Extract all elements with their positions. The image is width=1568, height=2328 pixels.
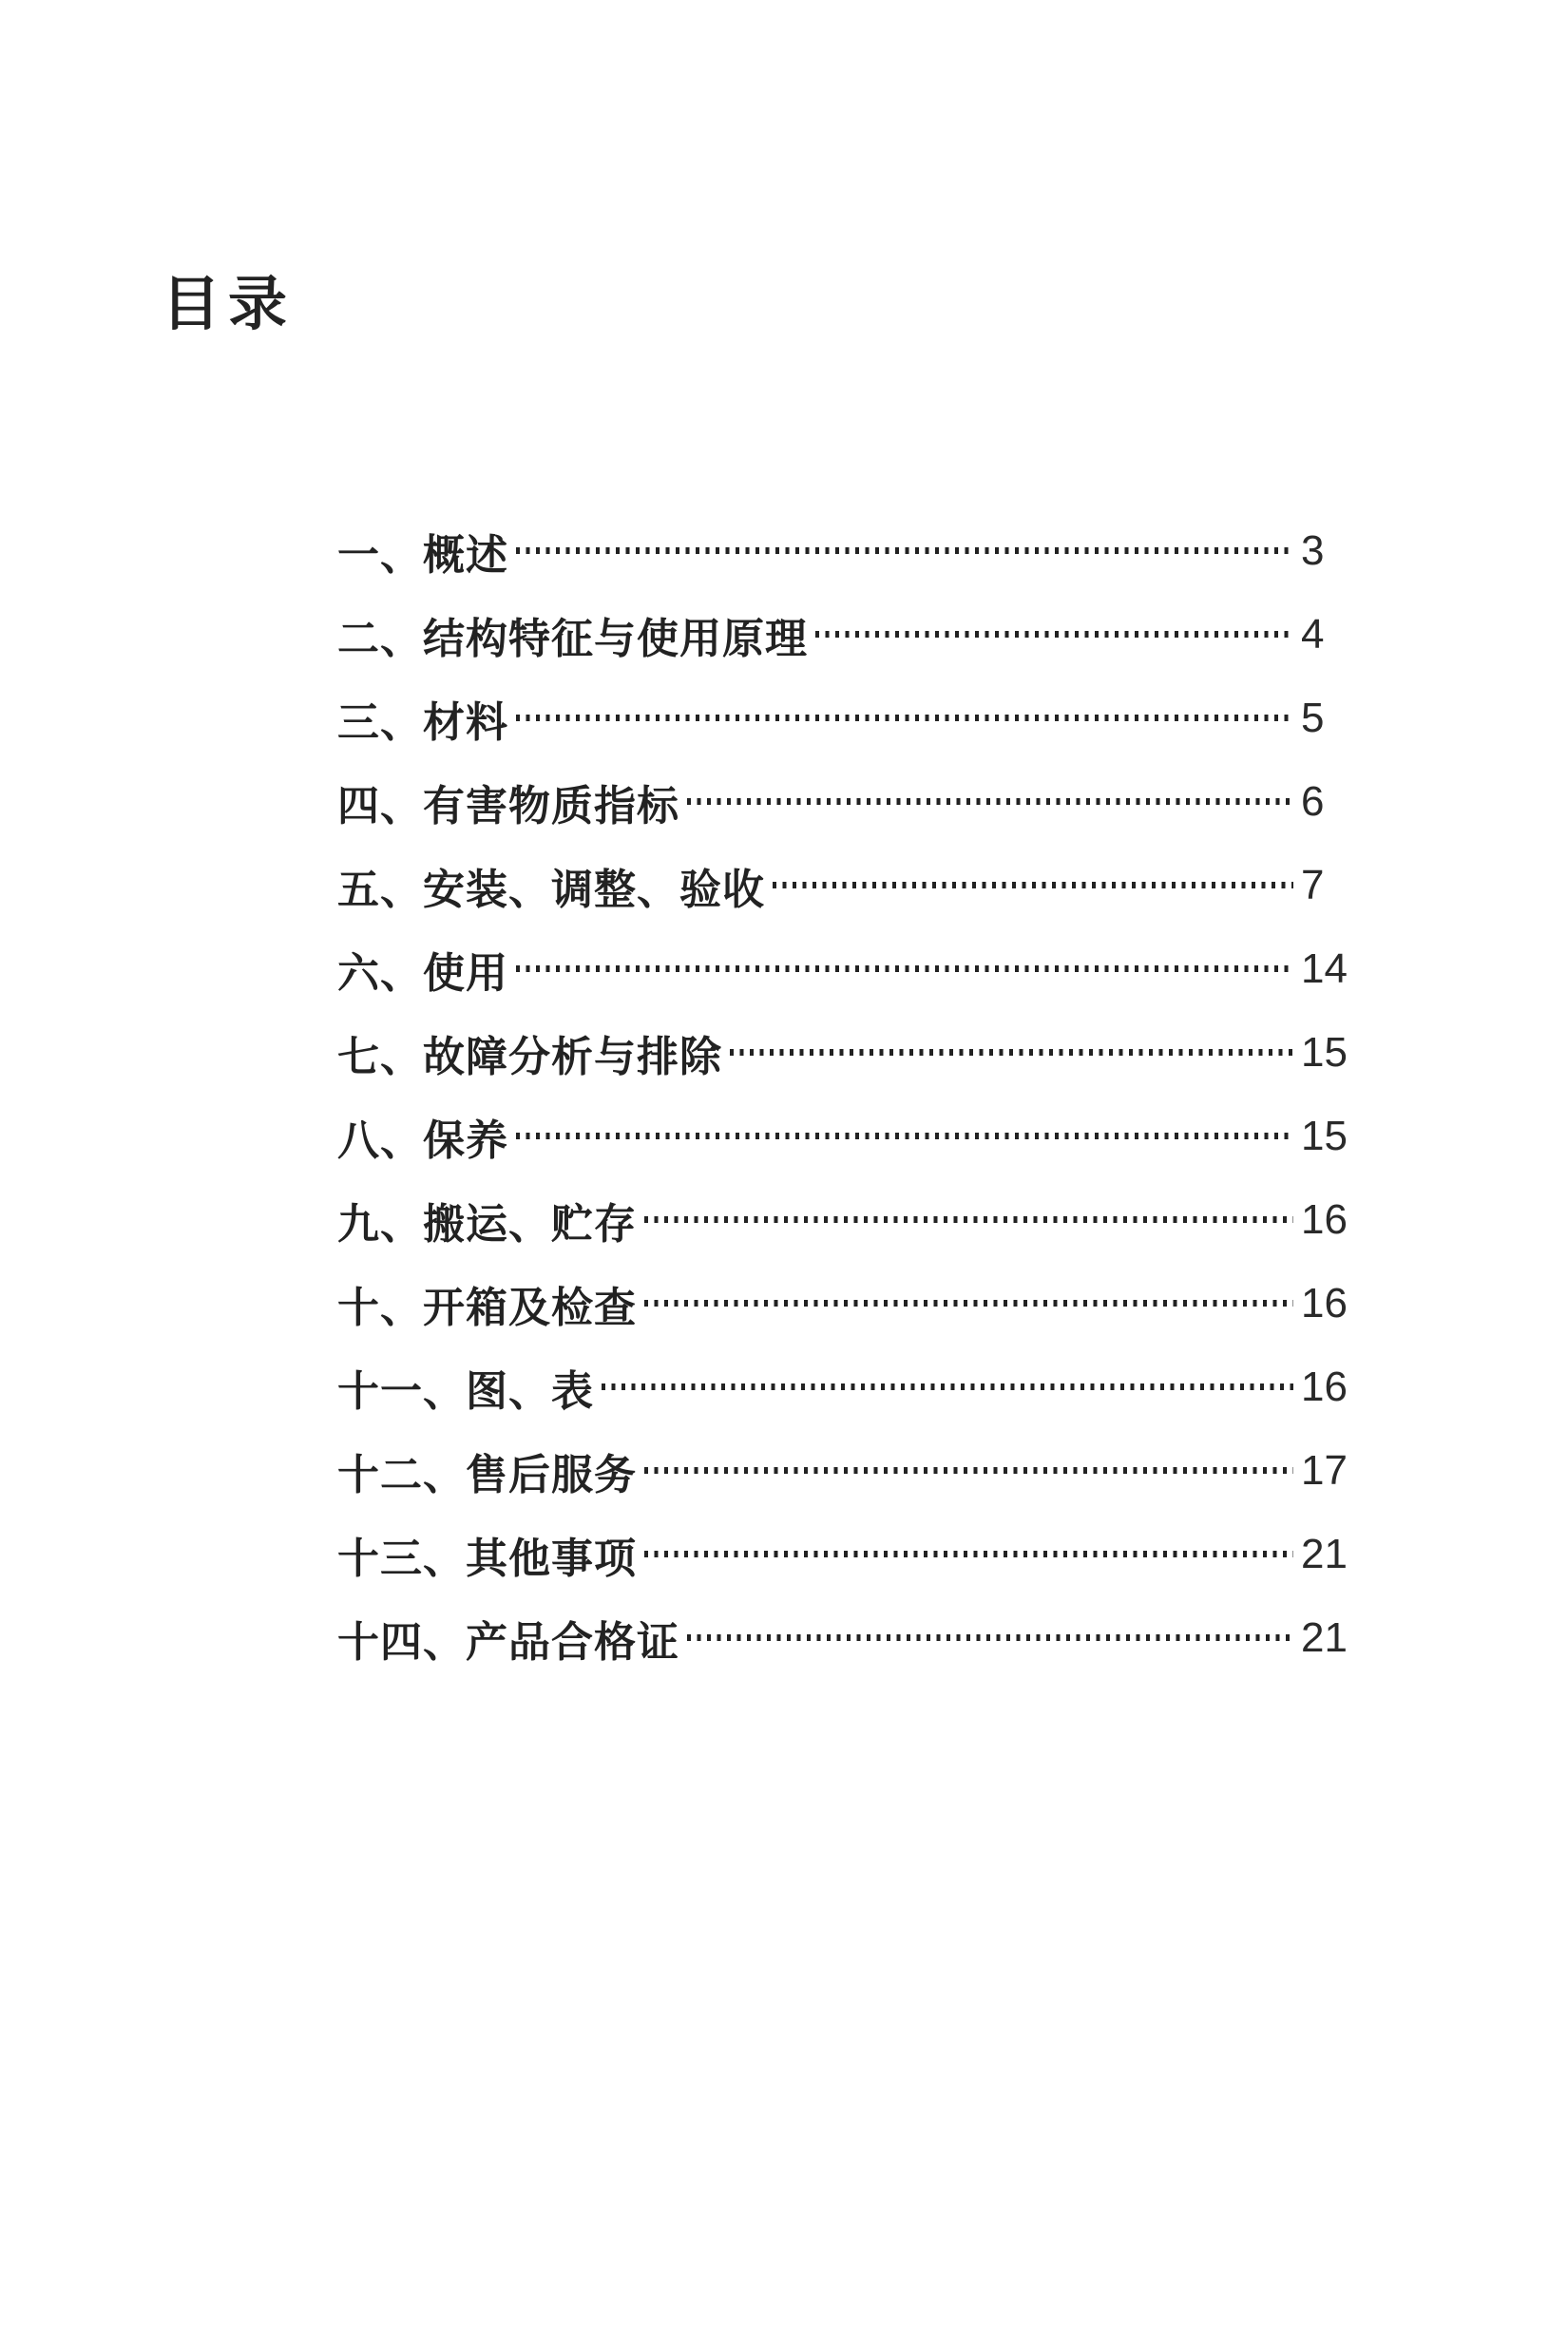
toc-entry [337,844,1364,927]
toc-entry [337,1262,1364,1345]
toc-entry-label: 十四、产品合格证 [337,1619,679,1666]
toc-entry-label: 六、使用 [337,950,508,997]
dot-leader [773,882,1293,888]
dot-leader [516,1133,1293,1139]
toc-page-number: 17 [1301,1447,1348,1494]
toc-entry-label: 十一、图、表 [337,1368,594,1415]
dot-leader [644,1216,1293,1223]
toc-page-number: 16 [1301,1280,1348,1326]
toc-entry-label: 二、结构特征与使用原理 [337,616,808,662]
toc-entry [337,677,1364,760]
dot-leader [516,965,1293,972]
toc-page-number: 21 [1301,1614,1348,1661]
toc-entry [337,1513,1364,1596]
toc-page-number: 14 [1301,945,1348,992]
toc-entry [337,760,1364,844]
toc-entry-label: 十三、其他事项 [337,1536,637,1582]
toc-page-number: 21 [1301,1531,1348,1577]
toc-page-number: 5 [1301,695,1325,741]
toc-entry [337,927,1364,1011]
toc-page-number: 16 [1301,1196,1348,1243]
dot-leader [815,631,1293,638]
toc-entry-label: 七、故障分析与排除 [337,1034,722,1080]
toc-page-number: 15 [1301,1113,1348,1159]
dot-leader [644,1467,1293,1474]
dot-leader [602,1383,1293,1390]
toc-page-number: 16 [1301,1364,1348,1410]
dot-leader [730,1049,1293,1056]
toc-entry-label: 三、材料 [337,699,508,746]
toc-entry [337,1345,1364,1429]
toc-entry [337,1095,1364,1178]
toc-page-number: 15 [1301,1029,1348,1076]
page-title: 目录 [162,271,296,337]
toc-entry [337,593,1364,677]
toc-page-number: 6 [1301,778,1325,825]
table-of-contents [337,509,1364,1680]
toc-entry-label: 八、保养 [337,1117,508,1164]
toc-entry-label: 十、开箱及检查 [337,1285,637,1331]
toc-entry [337,1596,1364,1680]
toc-entry-label: 一、概述 [337,532,508,579]
toc-page-number: 4 [1301,611,1325,658]
toc-entry-label: 九、搬运、贮存 [337,1201,637,1248]
toc-entry [337,509,1364,593]
toc-entry-label: 五、安装、调整、验收 [337,867,765,913]
dot-leader [644,1300,1293,1307]
toc-entry-label: 四、有害物质指标 [337,783,679,830]
toc-entry-label: 十二、售后服务 [337,1452,637,1498]
toc-entry [337,1178,1364,1262]
dot-leader [644,1551,1293,1557]
toc-page-number: 3 [1301,527,1325,574]
dot-leader [516,715,1293,721]
dot-leader [687,798,1293,805]
toc-entry [337,1011,1364,1095]
dot-leader [516,547,1293,554]
toc-entry [337,1429,1364,1513]
toc-page-number: 7 [1301,862,1325,908]
dot-leader [687,1634,1293,1641]
